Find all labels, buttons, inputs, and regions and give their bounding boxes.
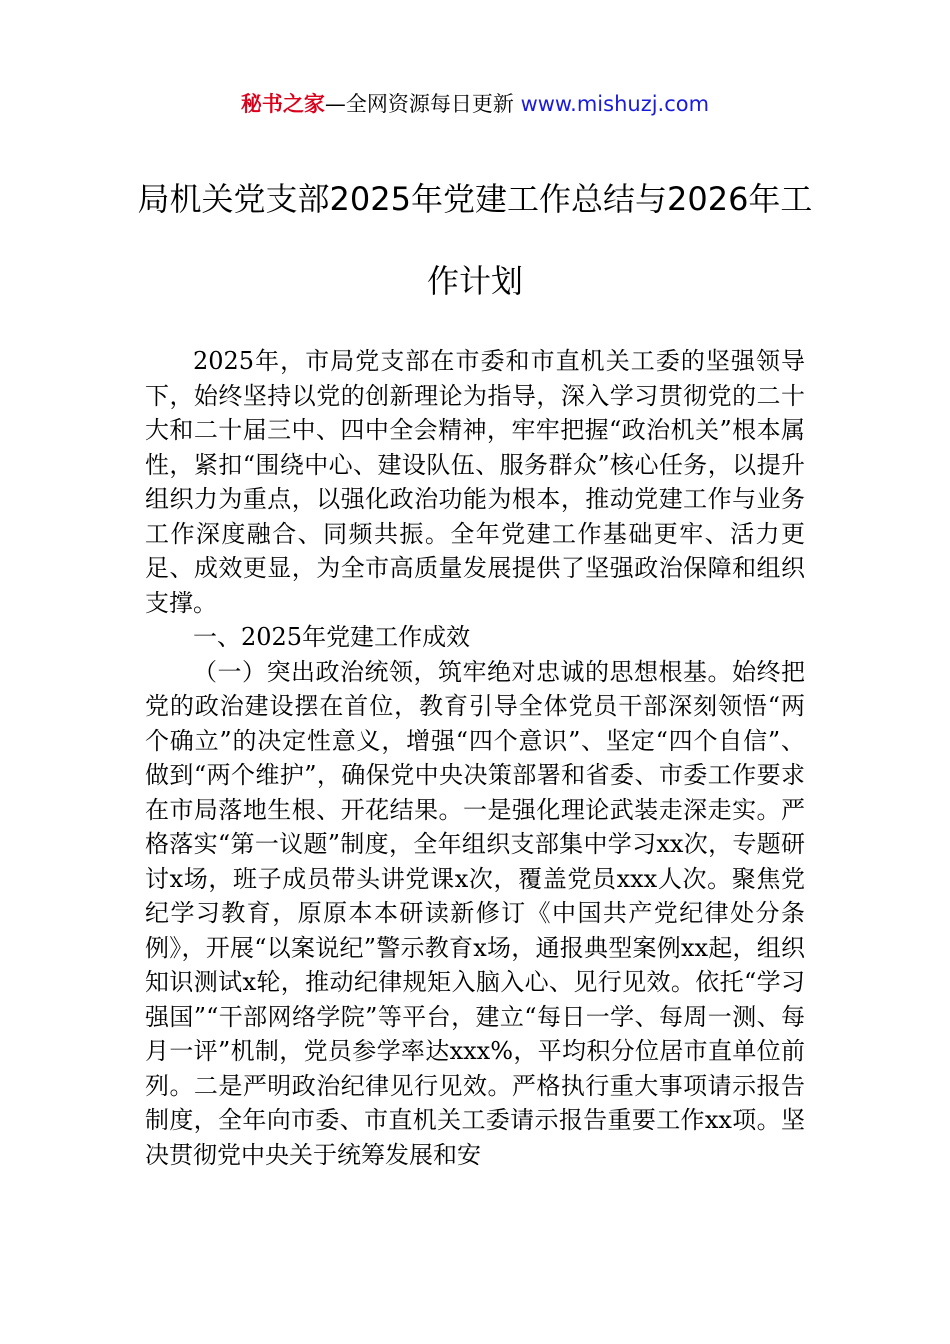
intro-paragraph: 2025年，市局党支部在市委和市直机关工委的坚强领导下，始终坚持以党的创新理论为指导，深入学习贯彻党的二十大和二十届三中、四中全会精神，牢牢把握“政治机关”根本属性，紧扣“围绕中心、建设队伍、服务群众”核心任务，以提升组织力为重点，以强化政治功能为根本，推动党建工作与业务工作深度融合、同频共振。全年党建工作基础更牢、活力更足、成效更显，为全市高质量发展提供了坚强政治保障和组织支撑。 — [145, 347, 805, 617]
section-paragraph: （一）突出政治统领，筑牢绝对忠诚的思想根基。始终把党的政治建设摆在首位，教育引导全体党员干部深刻领悟“两个确立”的决定性意义，增强“四个意识”、坚定“四个自信”、做到“两个维护”，确保党中央决策部署和省委、市委工作要求在市局落地生根、开花结果。一是强化理论武装走深走实。严格落实“第一议题”制度，全年组织支部集中学习xx次，专题研讨x场，班子成员带头讲党课x次，覆盖党员xxx人次。聚焦党纪学习教育，原原本本研读新修订《中国共产党纪律处分条例》，开展“以案说纪”警示教育x场，通报典型案例xx起，组织知识测试x轮，推动纪律规矩入脑入心、见行见效。依托“学习强国”“干部网络学院”等平台，建立“每日一学、每周一测、每月一评”机制，党员参学率达xxx%，平均积分位居市直单位前列。二是严明政治纪律见行见效。严格执行重大事项请示报告制度，全年向市委、市直机关工委请示报告重要工作xx项。坚决贯彻党中央关于统筹发展和安 — [145, 657, 805, 1169]
document-title: 局机关党支部2025年党建工作总结与2026年工作计划 — [137, 180, 813, 300]
brand-name: 秘书之家 — [240, 92, 325, 116]
header-tagline: —全网资源每日更新 — [324, 92, 514, 116]
site-url-link[interactable]: www.mishuzj.com — [520, 92, 710, 116]
section-heading: 一、2025年党建工作成效 — [193, 623, 471, 651]
site-header — [0, 88, 950, 120]
document-body — [145, 344, 805, 1172]
